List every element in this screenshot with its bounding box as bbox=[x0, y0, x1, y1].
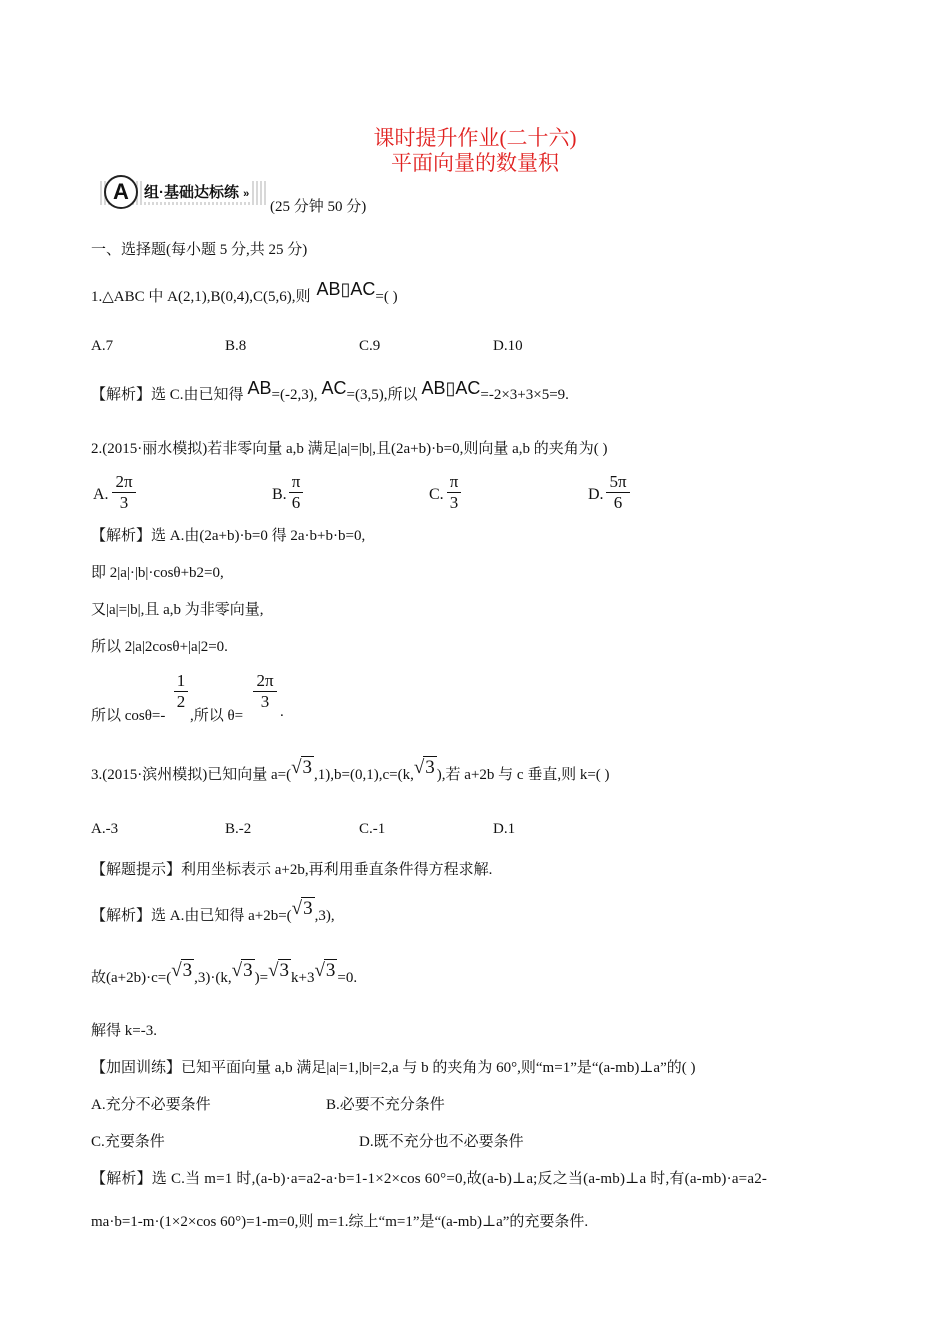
group-label: 组·基础达标练 » bbox=[142, 181, 251, 202]
q2-cos-fraction: 1 2 bbox=[174, 671, 188, 712]
q3-hint: 【解题提示】利用坐标表示 a+2b,再利用垂直条件得方程求解. bbox=[91, 862, 493, 878]
q1-vec-ac: AC bbox=[321, 378, 347, 398]
q2-option-c-fraction: π 3 bbox=[447, 472, 461, 513]
q2-solution-line-1: 【解析】选 A.由(2a+b)·b=0 得 2a·b+b·b=0, bbox=[91, 528, 366, 544]
q1-option-c: C.9 bbox=[359, 338, 381, 354]
extra-solution-line-1: 【解析】选 C.当 m=1 时,(a-b)·a=a2-a·b=1-1×2×cos 60°=0,故(a-b)⊥a;反之当(a-mb)⊥a 时,有(a-mb)·a=a2- bbox=[91, 1171, 768, 1187]
sqrt-3: √3 bbox=[171, 960, 193, 981]
q1-stem: 1.△ABC 中 A(2,1),B(0,4),C(5,6),则 bbox=[91, 289, 311, 305]
group-letter-badge: A bbox=[104, 175, 138, 209]
q1-vec-product: AB▯AC bbox=[421, 378, 481, 398]
q2-theta-fraction: 2π 3 bbox=[253, 671, 277, 712]
sqrt-3: √3 bbox=[413, 757, 435, 778]
q2-solution-line-5b: ,所以 θ= bbox=[190, 708, 244, 724]
q3-solution-line-1: 【解析】选 A.由已知得 a+2b=(√3 ,3), bbox=[91, 898, 335, 924]
q1-option-d: D.10 bbox=[493, 338, 523, 354]
q2-solution-line-5c: . bbox=[280, 704, 284, 720]
q2-solution-line-4: 所以 2|a|2cosθ+|a|2=0. bbox=[91, 639, 228, 655]
group-a-banner bbox=[100, 175, 268, 209]
page-subtitle: 平面向量的数量积 bbox=[391, 151, 559, 175]
q3-solution-line-2: 故(a+2b)·c=(√3 ,3)·(k,√3 )=√3 k+3√3 =0. bbox=[91, 960, 358, 986]
q3-solution-line-3: 解得 k=-3. bbox=[91, 1023, 157, 1039]
sqrt-3: √3 bbox=[314, 960, 336, 981]
q2-solution-line-2: 即 2|a|·|b|·cosθ+b2=0, bbox=[91, 565, 224, 581]
q1-solution: 【解析】选 C.由已知得 AB=(-2,3), AC=(3,5),所以 AB▯AC=-2×3+3×5=9. bbox=[91, 378, 569, 403]
q2-solution-line-3: 又|a|=|b|,且 a,b 为非零向量, bbox=[91, 602, 264, 618]
time-score: (25 分钟 50 分) bbox=[270, 199, 367, 215]
section-heading: 一、选择题(每小题 5 分,共 25 分) bbox=[91, 242, 308, 258]
q1-option-a: A.7 bbox=[91, 338, 114, 354]
double-arrow-icon: » bbox=[243, 188, 250, 200]
q2-option-a-label: A. bbox=[93, 486, 109, 503]
q2-option-b-label: B. bbox=[272, 486, 287, 503]
sqrt-3: √3 bbox=[268, 960, 289, 981]
question-3: 3.(2015·滨州模拟)已知向量 a=(√3 ,1),b=(0,1),c=(k,√3 ),若 a+2b 与 c 垂直,则 k=( ) bbox=[91, 757, 610, 783]
extra-option-d: D.既不充分也不必要条件 bbox=[359, 1134, 524, 1150]
extra-solution-line-2: ma·b=1-m·(1×2×cos 60°)=1-m=0,则 m=1.综上“m=1”是“(a-mb)⊥a”的充要条件. bbox=[91, 1214, 589, 1230]
q1-vector-expression: AB▯AC bbox=[316, 279, 376, 299]
q2-option-c-label: C. bbox=[429, 486, 444, 503]
page-title: 课时提升作业(二十六) bbox=[373, 126, 577, 150]
q3-option-d: D.1 bbox=[493, 821, 516, 837]
extra-option-b: B.必要不充分条件 bbox=[326, 1097, 445, 1113]
question-2: 2.(2015·丽水模拟)若非零向量 a,b 满足|a|=|b|,且(2a+b)·b=0,则向量 a,b 的夹角为( ) bbox=[91, 441, 608, 457]
q1-option-b: B.8 bbox=[225, 338, 247, 354]
q2-solution-line-5a: 所以 cosθ=- bbox=[91, 708, 166, 724]
sqrt-3: √3 bbox=[291, 757, 313, 778]
extra-option-a: A.充分不必要条件 bbox=[91, 1097, 211, 1113]
extra-option-c: C.充要条件 bbox=[91, 1134, 165, 1150]
q3-option-c: C.-1 bbox=[359, 821, 386, 837]
q2-option-a-fraction: 2π 3 bbox=[112, 472, 136, 513]
sqrt-3: √3 bbox=[231, 960, 253, 981]
q3-option-a: A.-3 bbox=[91, 821, 119, 837]
q2-option-b-fraction: π 6 bbox=[289, 472, 303, 513]
question-1 bbox=[91, 279, 398, 306]
q2-option-d-fraction: 5π 6 bbox=[606, 472, 630, 513]
sqrt-3: √3 bbox=[291, 898, 313, 919]
q1-tail: =( ) bbox=[375, 289, 398, 305]
q3-option-b: B.-2 bbox=[225, 821, 252, 837]
extra-question: 【加固训练】已知平面向量 a,b 满足|a|=1,|b|=2,a 与 b 的夹角为 60°,则“m=1”是“(a-mb)⊥a”的( ) bbox=[91, 1060, 696, 1076]
q1-vec-ab: AB bbox=[247, 378, 272, 398]
q2-option-d-label: D. bbox=[588, 486, 604, 503]
